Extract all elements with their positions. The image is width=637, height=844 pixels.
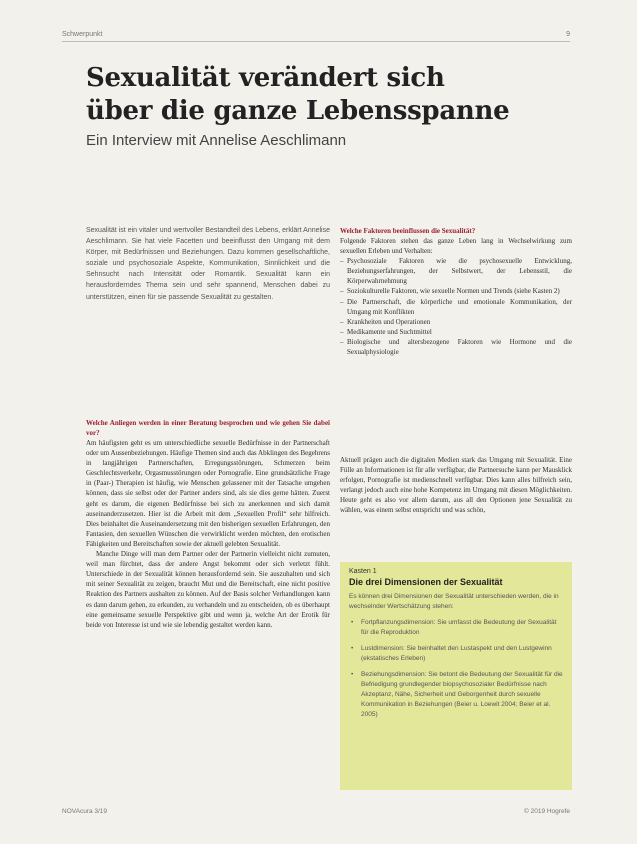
right-top-column	[340, 226, 572, 357]
list-item: – Krankheiten und Operationen	[340, 317, 572, 327]
left-main-column	[86, 418, 330, 630]
right-main-column	[340, 455, 572, 516]
page-footer	[62, 808, 570, 818]
intro-text: Sexualität ist ein vitaler und wertvoller Bestandteil des Lebens, erklärt Annelise Aeschlimann. Sie hat viele Facetten und beeinflusst den Umgang mit dem Körper, mit Bedürfnissen und Beziehungen. Dazu kommen gesellschaftliche, soziale und psychosoziale Aspekte, Kommunikation, Sinnlichkeit und die Sehnsucht nach Intensität oder Romantik. Sexualität kann ein herausforderndes Thema sein und sehr spannend, Menschen dabei zu unterstützen, einen für sie passende Sexualität zu gestalten.	[86, 227, 330, 301]
section-label: Schwerpunkt	[62, 31, 103, 38]
box-text: Es können drei Dimensionen der Sexualität unterschieden werden, die in wechselnder Wertschätzung stehen:	[349, 593, 559, 610]
list-item: • Lustdimension: Sie beinhaltet den Lustaspekt und den Lustgewinn (ekstatisches Erleben)	[349, 644, 563, 664]
list-item: – Psychosoziale Faktoren wie die psychosexuelle Entwicklung, Beziehungserfahrungen, der Selbstwert, der Lebensstil, die Körperwahrnehmung	[340, 256, 572, 286]
footer-journal: NOVAcura 3/19	[62, 808, 108, 815]
page-number: 9	[566, 31, 570, 38]
list-item: – Die Partnerschaft, die körperliche und emotionale Kommunikation, der Umgang mit Konflikten	[340, 297, 572, 317]
article-title	[86, 62, 556, 128]
factors-lead: Folgende Faktoren stehen das ganze Leben lang in Wechselwirkung zum sexuellen Erleben und Verhalten:	[340, 237, 572, 256]
list-item: – Medikamente und Suchtmittel	[340, 327, 572, 337]
paragraph: Am häufigsten geht es um unterschiedliche sexuelle Bedürfnisse in der Partnerschaft oder um Aussenbeziehungen. Häufige Themen sind auch das Abklingen des Begehrens in langjährigen Partnerschaften, Erregungsstörungen, Schmerzen beim Geschlechtsverkehr, Orgasmusstörungen oder Pornografie. Eine grundsätzliche Frage in (Paar-) Therapien ist häufig, wie Menschen gelassener mit der Tatsache umgehen können, dass sie selbst oder der Partner anders sind, als sie dies gerne hätten. Zuerst geht es darum, die eigenen Bedürfnisse bei sich zu anerkennen und sich damit auseinanderzusetzen. Hier ist die Arbeit mit dem „Sexuellen Profil“ sehr hilfreich. Dies beinhaltet die Auseinandersetzung mit den bisherigen sexuellen Erfahrungen, den Fantasien, den sexuellen Wünschen die verwirklicht werden möchten, den erotischen Fähigkeiten und Bereitschaften sowie der aktuell gelebten Sexualität.	[86, 439, 330, 548]
footer-copyright: © 2019 Hogrefe	[524, 808, 570, 815]
info-box	[340, 562, 572, 790]
article-subtitle: Ein Interview mit Annelise Aeschlimann	[86, 132, 347, 149]
list-item: – Biologische und altersbezogene Faktoren wie Hormone und die Sexualphysiologie	[340, 337, 572, 357]
box-title: Die drei Dimensionen der Sexualität	[349, 577, 503, 587]
list-item: • Fortpflanzungsdimension: Sie umfasst die Bedeutung der Sexualität für die Reproduktion	[349, 618, 563, 638]
question-consultation: Welche Anliegen werden in einer Beratung besprochen und wie gehen Sie dabei vor?	[86, 419, 330, 437]
paragraph: Manche Dinge will man dem Partner oder der Partnerin vielleicht nicht zumuten, weil man fürchtet, dass der andere Angst bekommt oder sich verletzt fühlt. Unterschiede in der Sexualität können herausfordernd sein. Sie auszuhalten und sich mit seiner Sexualität zu zeigen, braucht Mut und die Bereitschaft, eine nicht positive Reaktion des Partners aushalten zu können. Auf der Basis solcher Verhandlungen kann es dann darum gehen, zu erkunden, zu verhandeln und zu entscheiden, ob es überhaupt eine gemeinsame sexuelle Perspektive gibt und wenn ja, welche Art der Erotik für beide von Interesse ist und wie sie lebendig gestaltet werden kann.	[86, 550, 330, 629]
box-label: Kasten 1	[349, 568, 377, 575]
factors-list	[340, 256, 572, 357]
paragraph: Aktuell prägen auch die digitalen Medien stark das Umgang mit Sexualität. Eine Fülle an Informationen ist für alle verfügbar, die Partnersuche kann per Mausklick erfolgen, Pornografie ist medienschnell verfügbar. Dies kann alles hilfreich sein, verlangt jedoch auch eine hohe Kompetenz im Umgang mit diesen Möglichkeiten. Heute geht es also vor allem darum, aus all den Optionen jene Sexualität zu wählen, was einem selbst entspricht und was schön,	[340, 456, 572, 515]
title-line-2: über die ganze Lebensspanne	[86, 96, 510, 126]
list-item: – Soziokulturelle Faktoren, wie sexuelle Normen und Trends (siehe Kasten 2)	[340, 286, 572, 296]
question-factors: Welche Faktoren beeinflussen die Sexualität?	[340, 227, 476, 235]
box-list	[349, 618, 563, 720]
running-header	[62, 30, 570, 42]
list-item: • Beziehungsdimension: Sie betont die Bedeutung der Sexualität für die Befriedigung grundlegender biopsychosozialer Bedürfnisse nach Akzeptanz, Nähe, Sicherheit und Geborgenheit durch sexuelle Kommunikation in Beziehungen (Beier u. Loewit 2004; Beier et al. 2005)	[349, 670, 563, 720]
title-line-1: Sexualität verändert sich	[86, 63, 445, 93]
